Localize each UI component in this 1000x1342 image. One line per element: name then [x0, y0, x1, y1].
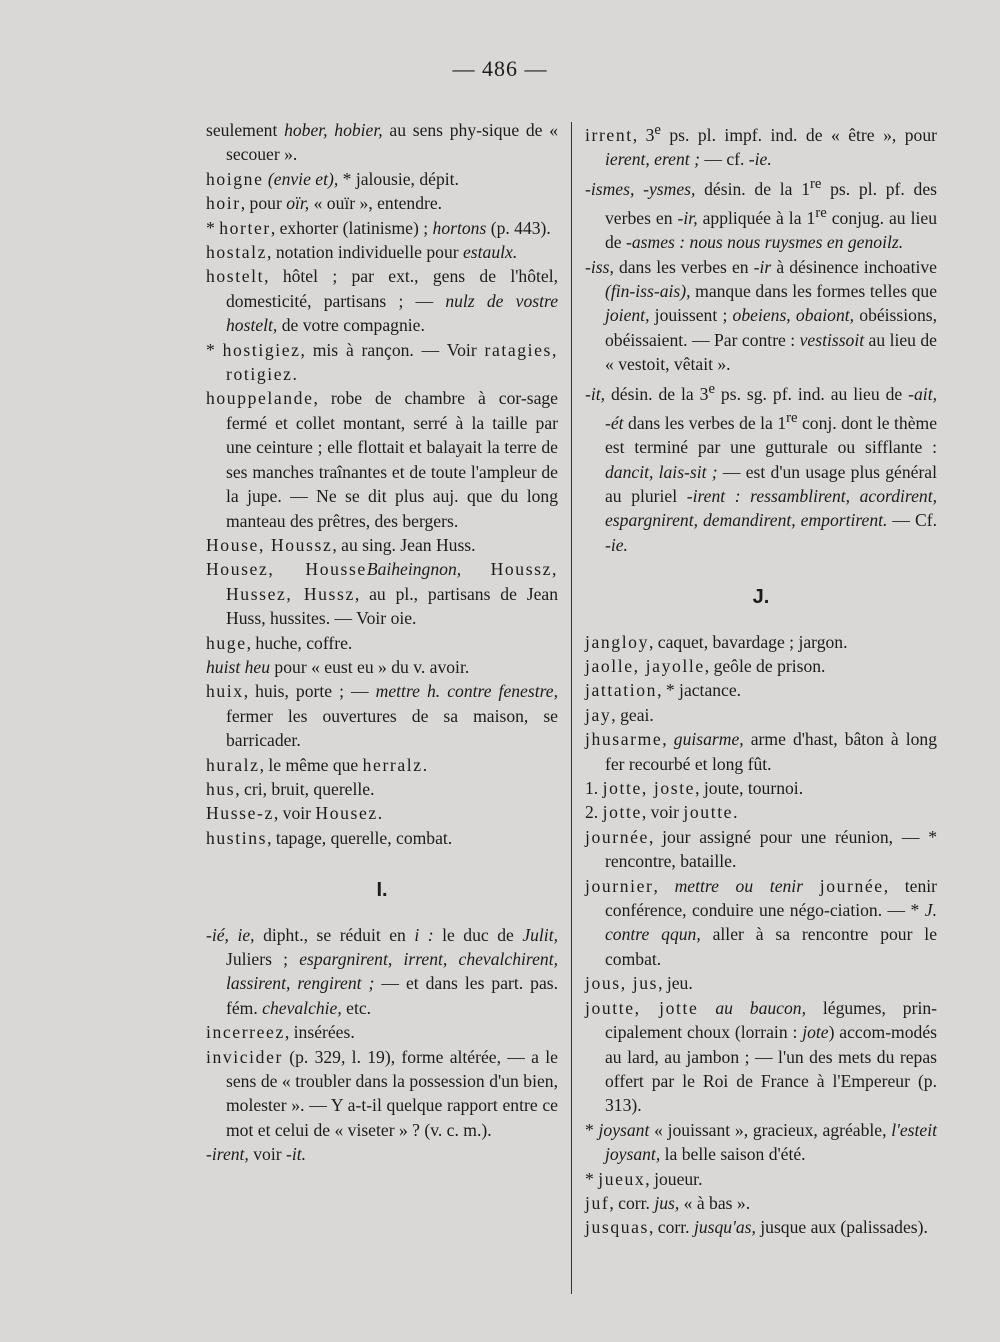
dictionary-entry: hoigne (envie et), * jalousie, dépit.	[206, 168, 459, 189]
dictionary-entry: hustins, tapage, querelle, combat.	[206, 827, 453, 848]
dictionary-entry: houppelande, robe de chambre à cor-sage fermé et collet montant, serré à la taille par une ceinture ; elle flottait et balayait la terre de ses manches traînantes et de toute l'ampleur de la jupe. — Ne se dit plus auj. que du long manteau des prêtres, des bergers.	[206, 388, 558, 531]
dictionary-entry: jhusarme, guisarme, arme d'hast, bâton à long fer recourbé et long fût.	[585, 729, 937, 774]
dictionary-entry: huist heu pour « eust eu » du v. avoir.	[206, 656, 470, 677]
page-number: — 486 —	[452, 56, 548, 81]
dictionary-entry: 1. jotte, joste, joute, tournoi.	[585, 778, 804, 799]
section-letter: I.	[376, 879, 388, 902]
dictionary-entry: jusquas, corr. jusqu'as, jusque aux (palissades).	[585, 1217, 928, 1238]
dictionary-entry: incerreez, insérées.	[206, 1022, 355, 1043]
dictionary-entry: huge, huche, coffre.	[206, 632, 353, 653]
dictionary-entry: -ié, ie, dipht., se réduit en i : le duc de Julit, Juliers ; espargnirent, irrent, chevalchirent, lassirent, rengirent ; — et dans les part. pas. fém. chevalchie, etc.	[206, 924, 559, 1018]
right-column	[585, 118, 937, 1240]
dictionary-entry: irrent, 3e ps. pl. impf. ind. de « être », pour ierent, erent ; — cf. -ie.	[585, 122, 937, 170]
dictionary-entry: -ismes, -ysmes, désin. de la 1re ps. pl. pf. des verbes en -ir, appliquée à la 1re conjug. au lieu de -asmes : nous nous ruysmes en genoilz.	[585, 175, 937, 253]
dictionary-entry: Husse-z, voir Housez.	[206, 803, 383, 824]
dictionary-entry: juf, corr. jus, « à bas ».	[585, 1192, 751, 1213]
section-letter: J.	[752, 586, 770, 609]
dictionary-entry: -it, désin. de la 3e ps. sg. pf. ind. au lieu de -ait, -ét dans les verbes de la 1re conj. dont le thème est terminé par une gutturale ou sifflante : dancit, lais-sit ; — est d'un usage plus général au pluriel -irent : ressamblirent, acordirent, espargnirent, demandirent, emportirent. — Cf. -ie.	[585, 380, 937, 555]
dictionary-entry: * horter, exhorter (latinisme) ; hortons (p. 443).	[206, 217, 551, 238]
dictionary-entry: journée, jour assigné pour une réunion, — * rencontre, bataille.	[585, 826, 937, 872]
dictionary-entry: huix, huis, porte ; — mettre h. contre fenestre, fermer les ouvertures de sa maison, se barricader.	[206, 681, 559, 751]
column-divider	[571, 122, 572, 1294]
dictionary-entry: jay, geai.	[585, 704, 654, 725]
dictionary-entry: huralz, le même que herralz.	[206, 754, 428, 775]
dictionary-entry: hostelt, hôtel ; par ext., gens de l'hôtel, domesticité, partisans ; — nulz de vostre hostelt, de votre compagnie.	[206, 266, 559, 336]
dictionary-entry: hus, cri, bruit, querelle.	[206, 778, 375, 799]
dictionary-entry: jaolle, jayolle, geôle de prison.	[585, 656, 826, 677]
dictionary-entry: jangloy, caquet, bavardage ; jargon.	[585, 631, 848, 652]
dictionary-entry: hoir, pour oïr, « ouïr », entendre.	[206, 193, 443, 214]
dictionary-entry: 2. jotte, voir joutte.	[585, 802, 738, 823]
dictionary-entry: seulement hober, hobier, au sens phy-sique de « secouer ».	[206, 120, 558, 165]
dictionary-entry: * joysant « jouissant », gracieux, agréable, l'esteit joysant, la belle saison d'été.	[585, 1119, 937, 1165]
dictionary-entry: * jueux, joueur.	[585, 1168, 703, 1189]
dictionary-entry: journier, mettre ou tenir journée, tenir conférence, conduire une négo-ciation. — * J. contre qqun, aller à sa rencontre pour le combat.	[585, 875, 938, 969]
dictionary-entry: House, Houssz, au sing. Jean Huss.	[206, 534, 476, 555]
dictionary-entry: jattation, * jactance.	[585, 680, 742, 701]
dictionary-entry: invicider (p. 329, l. 19), forme altérée, — a le sens de « troubler dans la possession d'un bien, molester ». — Y a-t-il quelque rapport entre ce mot et celui de « viseter » ? (v. c. m.).	[206, 1046, 558, 1140]
dictionary-entry: joutte, jotte au baucon, légumes, prin-cipalement choux (lorrain : jote) accom-modés au lard, au jambon ; — l'un des mets du repas offert par le Roi de France à l'Empereur (p. 313).	[585, 997, 937, 1116]
dictionary-entry: Housez, HousseBaiheingnon, Houssz, Hussez, Hussz, au pl., partisans de Jean Huss, hussites. — Voir oie.	[206, 559, 559, 629]
dictionary-entry: * hostigiez, mis à rançon. — Voir ratagies, rotigiez.	[206, 339, 558, 385]
left-column	[206, 118, 558, 1167]
dictionary-entry: -iss, dans les verbes en -ir à désinence inchoative (fin-iss-ais), manque dans les formes telles que joient, jouissent ; obeiens, obaiont, obéissions, obéissaient. — Par contre : vestissoit au lieu de « vestoit, vêtait ».	[585, 256, 937, 375]
dictionary-entry: hostalz, notation individuelle pour estaulx.	[206, 242, 518, 263]
dictionary-entry: -irent, voir -it.	[206, 1144, 307, 1165]
dictionary-entry: jous, jus, jeu.	[585, 973, 693, 994]
